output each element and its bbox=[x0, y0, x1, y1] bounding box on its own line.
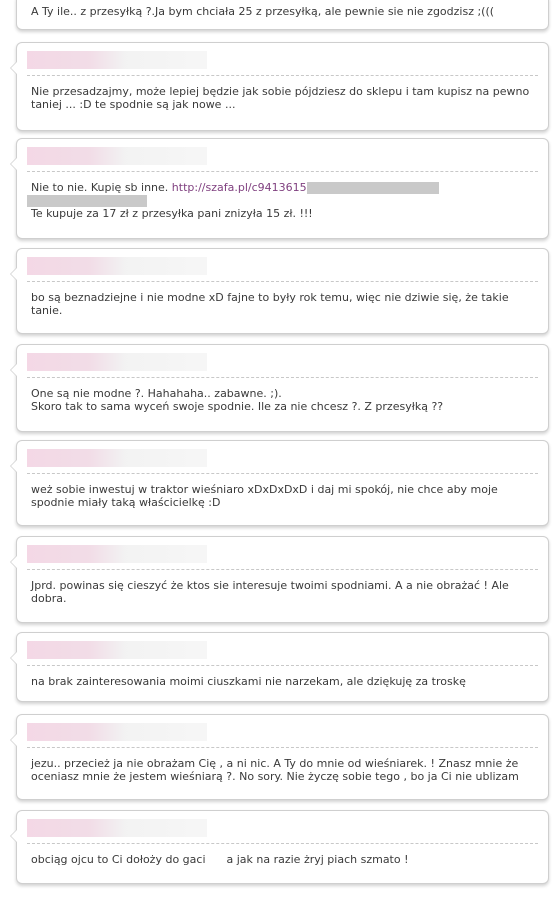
author-name-redacted bbox=[27, 545, 207, 563]
comment-line: weż sobie inwestuj w traktor wieśniaro xDxDxDxD i daj mi spokój, nie chce aby moje bbox=[31, 483, 498, 496]
comment-line bbox=[31, 181, 534, 194]
speech-bubble-tail-icon bbox=[10, 733, 17, 747]
comment-9 bbox=[16, 714, 549, 800]
divider bbox=[27, 377, 538, 378]
author-name-redacted bbox=[27, 147, 207, 165]
author-name-redacted bbox=[27, 51, 207, 69]
comment-line: na brak zainteresowania moimi ciuszkami nie narzekam, ale dziękuję za troskę bbox=[31, 675, 466, 688]
comment-line: tanie. bbox=[31, 304, 63, 317]
comment-10 bbox=[16, 810, 549, 884]
redacted-block bbox=[27, 195, 147, 207]
speech-bubble-tail-icon bbox=[10, 829, 17, 843]
speech-bubble-tail-icon bbox=[10, 157, 17, 171]
speech-bubble-tail-icon bbox=[10, 61, 17, 75]
comment-line: jezu.. przecież ja nie obrażam Cię , a ni nic. A Ty do mnie od wieśniarek. ! Znasz mnie że bbox=[31, 757, 519, 770]
comment-4-text bbox=[31, 291, 534, 317]
comment-5-text bbox=[31, 387, 534, 413]
comment-2-text bbox=[31, 85, 534, 111]
author-name-redacted bbox=[27, 723, 207, 741]
divider bbox=[27, 747, 538, 748]
comment-6 bbox=[16, 440, 549, 526]
divider bbox=[27, 171, 538, 172]
comment-7-text bbox=[31, 579, 534, 605]
divider bbox=[27, 473, 538, 474]
speech-bubble-tail-icon bbox=[10, 555, 17, 569]
divider bbox=[27, 665, 538, 666]
comment-5 bbox=[16, 344, 549, 432]
author-name-redacted bbox=[27, 641, 207, 659]
speech-bubble-tail-icon bbox=[10, 459, 17, 473]
comment-1-text: A Ty ile.. z przesyłką ?.Ja bym chciała 25 z przesyłką, ale pewnie sie nie zgodzisz ;((( bbox=[31, 5, 495, 18]
comment-line: obciąg ojcu to Ci dołoży do gaci a jak na razie żryj piach szmato ! bbox=[31, 853, 409, 866]
author-name-redacted bbox=[27, 257, 207, 275]
comment-line bbox=[31, 194, 534, 207]
redacted-block bbox=[307, 182, 439, 194]
comment-line: bo są beznadziejne i nie modne xD fajne to były rok temu, więc nie dziwie się, że takie bbox=[31, 291, 509, 304]
comment-prefix: Nie to nie. Kupię sb inne. bbox=[31, 181, 169, 194]
speech-bubble-tail-icon bbox=[10, 363, 17, 377]
author-name-redacted bbox=[27, 449, 207, 467]
comment-4 bbox=[16, 248, 549, 334]
comment-line: oceniasz mnie że jestem wieśniarą ?. No sory. Nie życzę sobie tego , bo ja Ci nie ublizam bbox=[31, 770, 519, 783]
divider bbox=[27, 281, 538, 282]
comment-line: dobra. bbox=[31, 592, 67, 605]
comment-line: Skoro tak to sama wyceń swoje spodnie. Ile za nie chcesz ?. Z przesyłką ?? bbox=[31, 400, 444, 413]
comment-line: Te kupuje za 17 zł z przesyłka pani znizyła 15 zł. !!! bbox=[31, 207, 313, 220]
listing-link[interactable]: http://szafa.pl/c9413615 bbox=[171, 181, 307, 194]
comment-6-text bbox=[31, 483, 534, 509]
comment-line: taniej ... :D te spodnie są jak nowe ... bbox=[31, 98, 236, 111]
comment-1 bbox=[16, 0, 549, 30]
comment-3 bbox=[16, 138, 549, 239]
comment-9-text bbox=[31, 757, 534, 783]
comment-line: Jprd. powinas się cieszyć że ktos sie interesuje twoimi spodniami. A a nie obrażać ! Ale bbox=[31, 579, 509, 592]
comment-8 bbox=[16, 632, 549, 702]
comment-line: spodnie miały taką właścicielkę :D bbox=[31, 496, 221, 509]
speech-bubble-tail-icon bbox=[10, 267, 17, 281]
divider bbox=[27, 75, 538, 76]
comment-line: Nie przesadzajmy, może lepiej będzie jak sobie pójdziesz do sklepu i tam kupisz na pewno bbox=[31, 85, 530, 98]
comment-8-text bbox=[31, 675, 534, 688]
comment-line: One są nie modne ?. Hahahaha.. zabawne. ;). bbox=[31, 387, 282, 400]
author-name-redacted bbox=[27, 819, 207, 837]
comment-7 bbox=[16, 536, 549, 623]
comment-2 bbox=[16, 42, 549, 131]
comment-3-text bbox=[31, 181, 534, 220]
comment-10-text bbox=[31, 853, 534, 866]
author-name-redacted bbox=[27, 353, 207, 371]
divider bbox=[27, 843, 538, 844]
speech-bubble-tail-icon bbox=[10, 651, 17, 665]
divider bbox=[27, 569, 538, 570]
